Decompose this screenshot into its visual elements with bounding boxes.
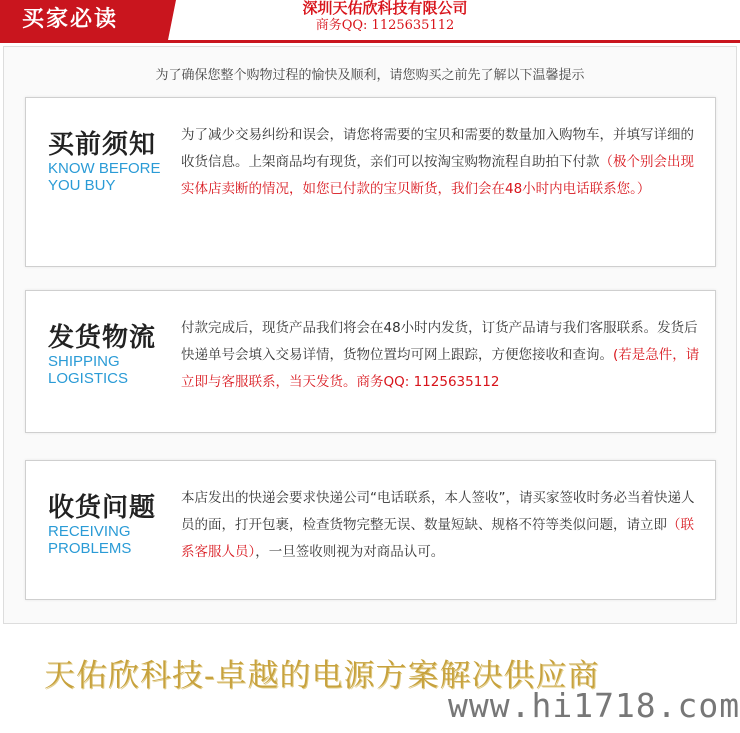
body-text: 付款完成后，现货产品我们将会在48小时内发货，订货产品请与我们客服联系。发货后快递单号会填入交易详情，货物位置均可网上跟踪，方便您接收和查询。 xyxy=(181,320,698,363)
section-title: 买前须知 xyxy=(48,130,157,160)
website-domain: www.hi1718.com xyxy=(448,686,740,725)
company-info xyxy=(230,0,540,34)
section-subtitle xyxy=(48,160,188,194)
subtitle-line: KNOW BEFORE xyxy=(48,160,161,177)
body-text: 本店发出的快递会要求快递公司“电话联系，本人签收”，请买家签收时务必当着快递人员的面，打开包裹，检查货物完整无误、数量短缺、规格不符等类似问题，请立即 xyxy=(181,490,695,533)
company-name: 深圳天佑欣科技有限公司 xyxy=(302,0,468,17)
section-shipping-logistics xyxy=(25,290,716,433)
intro-text: 为了确保您整个购物过程的愉快及顺利，请您购买之前先了解以下温馨提示 xyxy=(155,68,585,83)
company-slogan: 天佑欣科技-卓越的电源方案解决供应商 xyxy=(44,658,600,694)
section-title: 收货问题 xyxy=(48,493,157,523)
section-subtitle xyxy=(48,353,188,387)
body-text: 为了减少交易纠纷和误会，请您将需要的宝贝和需要的数量加入购物车，并填写详细的收货信息。上架商品均有现货，亲们可以按淘宝购物流程自助拍下付款 xyxy=(181,127,694,170)
subtitle-line: PROBLEMS xyxy=(48,540,132,557)
section-body xyxy=(181,485,703,566)
header-bar xyxy=(0,0,740,42)
section-title: 发货物流 xyxy=(48,323,157,353)
section-subtitle xyxy=(48,523,188,557)
body-highlight: (若是急件，请立即与客服联系，当天发货。商务QQ: 1125635112 xyxy=(181,347,700,390)
body-highlight: （极个别会出现实体店卖断的情况，如您已付款的宝贝断货，我们会在48小时内电话联系您。） xyxy=(181,154,694,197)
section-receiving-problems xyxy=(25,460,716,600)
section-body xyxy=(181,315,703,396)
subtitle-line: SHIPPING xyxy=(48,353,120,370)
body-text-after: ，一旦签收则视为对商品认可。 xyxy=(255,544,445,560)
body-highlight: （联系客服人员） xyxy=(181,517,694,560)
subtitle-line: LOGISTICS xyxy=(48,370,129,387)
buyer-notice-tab: 买家必读 xyxy=(0,0,168,40)
company-qq: 商务QQ: 1125635112 xyxy=(315,18,455,33)
section-know-before-you-buy xyxy=(25,97,716,267)
subtitle-line: RECEIVING xyxy=(48,523,131,540)
header-divider xyxy=(0,40,740,43)
subtitle-line: YOU BUY xyxy=(48,177,116,194)
section-body xyxy=(181,122,703,203)
